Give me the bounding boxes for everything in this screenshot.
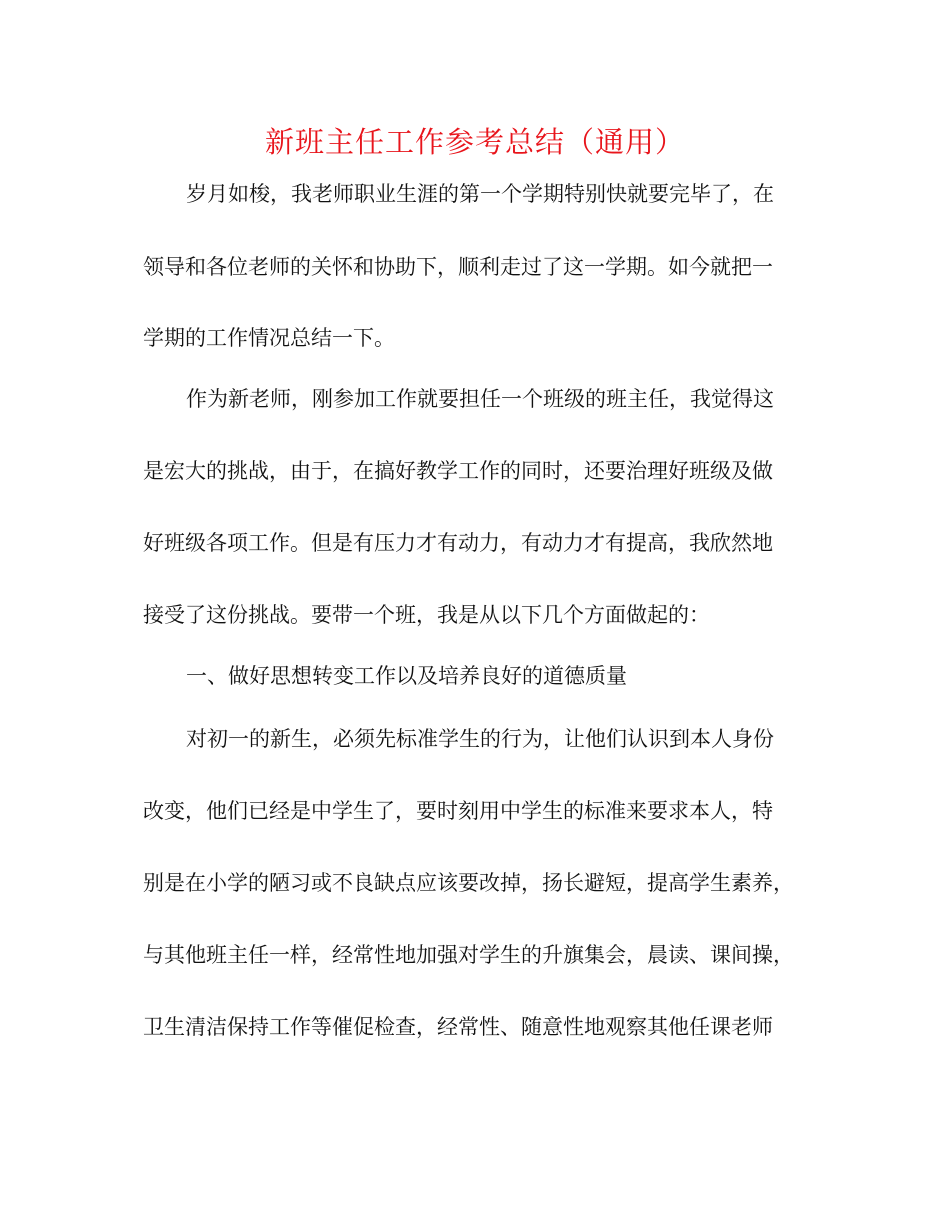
paragraph-line: 卫生清洁保持工作等催促检查，经常性、随意性地观察其他任课老师 [143,1015,773,1039]
paragraph-line: 对初一的新生，必须先标准学生的行为，让他们认识到本人身份 [186,727,774,751]
paragraph-line: 岁月如梭，我老师职业生涯的第一个学期特别快就要完毕了，在 [186,182,774,206]
paragraph-line: 与其他班主任一样，经常性地加强对学生的升旗集会，晨读、课间操， [143,943,794,967]
paragraph-line: 作为新老师，刚参加工作就要担任一个班级的班主任，我觉得这 [186,387,774,411]
section-heading: 一、做好思想转变工作以及培养良好的道德质量 [186,664,627,688]
paragraph-line: 好班级各项工作。但是有压力才有动力，有动力才有提高，我欣然地 [143,531,773,555]
paragraph-line: 接受了这份挑战。要带一个班，我是从以下几个方面做起的： [143,603,710,627]
paragraph-line: 改变，他们已经是中学生了，要时刻用中学生的标准来要求本人，特 [143,799,773,823]
document-title: 新班主任工作参考总结（通用） [264,125,685,159]
paragraph-line: 学期的工作情况总结一下。 [143,326,395,350]
paragraph-line: 别是在小学的陋习或不良缺点应该要改掉，扬长避短，提高学生素养， [143,871,794,895]
paragraph-line: 是宏大的挑战，由于，在搞好教学工作的同时，还要治理好班级及做 [143,459,773,483]
paragraph-line: 领导和各位老师的关怀和协助下，顺利走过了这一学期。如今就把一 [143,255,773,279]
